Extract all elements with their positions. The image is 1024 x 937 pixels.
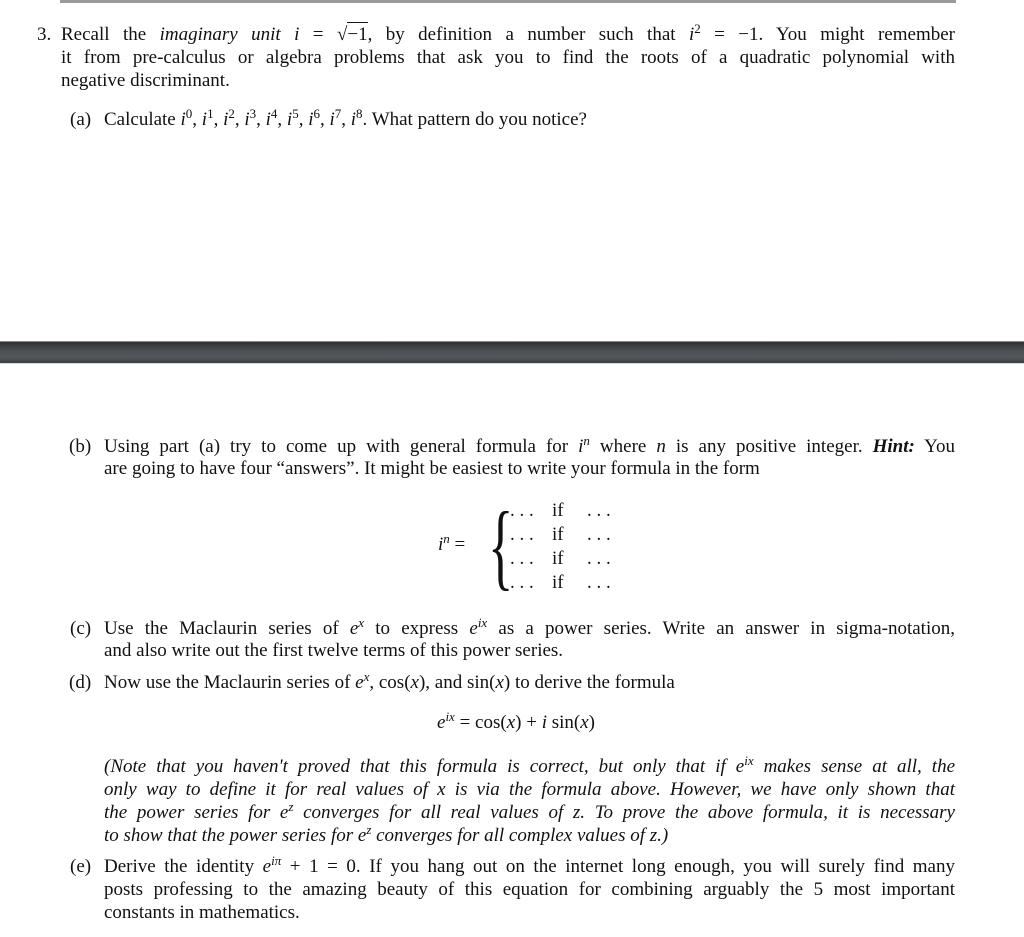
top-rule — [60, 0, 956, 3]
case-cond: . . . — [587, 548, 611, 569]
text-segment: , — [234, 109, 245, 130]
text-segment: = cos( — [454, 712, 507, 733]
text-segment: (Note that you haven't proved that this formula is correct, but only that if — [104, 756, 736, 777]
part-d-text — [104, 669, 955, 694]
text-segment: 7 — [334, 106, 342, 121]
part-d-label: (d) — [69, 672, 92, 693]
text-segment: x — [580, 712, 589, 733]
case-cond: . . . — [587, 524, 611, 545]
text-segment — [281, 24, 294, 45]
part-a-label: (a) — [70, 109, 92, 130]
text-segment: n — [656, 436, 666, 457]
text-segment: e — [262, 856, 272, 877]
text-segment: e — [279, 802, 289, 823]
part-e-text — [104, 879, 955, 901]
case-value: . . . — [510, 548, 534, 569]
case-value: . . . — [510, 524, 534, 545]
case-if: if — [552, 524, 564, 545]
text-segment: Using part (a) try to come up with general formula for — [104, 436, 579, 457]
text-segment: and also write out the first twelve terms of this power series. — [104, 640, 564, 661]
case-cond: . . . — [587, 500, 611, 521]
text-segment: i — [180, 109, 186, 130]
text-segment: Hint: — [872, 436, 915, 457]
part-b-label: (b) — [69, 436, 92, 457]
text-segment: ix — [477, 615, 488, 630]
lhs-exp: n — [443, 531, 450, 546]
text-segment: , — [319, 109, 330, 130]
text-segment: . What pattern do you notice? — [362, 109, 587, 130]
case-if: if — [552, 500, 564, 521]
text-segment: 8 — [356, 106, 363, 121]
case-row — [510, 548, 620, 570]
case-cond: . . . — [587, 572, 611, 593]
part-b-text — [104, 433, 955, 458]
text-segment: converges for all real values of z. To prove the above formula, it is necessary — [293, 802, 955, 823]
text-segment: 5 — [292, 106, 299, 121]
text-segment: = −1. You might remember — [700, 24, 955, 45]
text-segment: 6 — [313, 106, 320, 121]
text-segment: , — [277, 109, 287, 130]
text-segment: sin( — [546, 712, 581, 733]
text-segment: = √ — [299, 24, 348, 45]
note-line — [104, 822, 955, 847]
case-row — [510, 500, 620, 522]
text-segment: constants in mathematics. — [104, 902, 300, 923]
text-segment: the power series for — [104, 802, 280, 823]
text-segment: + 1 = 0. If you hang out on the internet long enough, you will surely find many — [281, 856, 955, 877]
note-line — [104, 753, 955, 778]
lhs-eq: = — [449, 534, 466, 555]
text-segment: where — [589, 436, 657, 457]
text-segment: i — [223, 109, 229, 130]
text-segment: as a power series. Write an answer in sigma-notation, — [487, 618, 955, 639]
text-segment: z — [288, 799, 294, 814]
left-brace: { — [488, 492, 514, 599]
text-segment: x — [363, 669, 370, 684]
text-segment: e — [357, 825, 367, 846]
text-segment: n — [583, 433, 590, 448]
text-segment: , — [213, 109, 224, 130]
text-segment: i — [329, 109, 335, 130]
text-segment: i — [286, 109, 293, 130]
text-segment: to express — [364, 618, 470, 639]
part-e-text — [104, 902, 955, 924]
text-segment: ) — [588, 712, 595, 733]
text-segment: e — [469, 618, 478, 639]
text-segment: i — [201, 109, 208, 130]
text-segment: ix — [445, 709, 455, 724]
text-segment: 2 — [694, 21, 701, 36]
text-segment: i — [294, 24, 300, 45]
text-segment: i — [265, 109, 271, 130]
text-segment: z — [366, 822, 372, 837]
text-segment: 3 — [249, 106, 257, 121]
text-segment: converges for all complex values of z.) — [371, 825, 669, 846]
text-segment: , — [341, 109, 351, 130]
text-segment: 2 — [228, 106, 235, 121]
text-segment: , — [192, 109, 202, 130]
case-if: if — [552, 548, 564, 569]
text-segment: e — [349, 618, 359, 639]
text-segment: i — [541, 712, 547, 733]
note-line — [104, 779, 955, 801]
text-segment: are going to have four “answers”. It might be easiest to write your formula in the form — [104, 458, 760, 479]
text-segment: i — [308, 109, 314, 130]
text-segment: i — [350, 109, 357, 130]
text-segment: i — [244, 109, 250, 130]
text-segment: You — [914, 436, 955, 457]
text-segment: it from pre-calculus or algebra problems that ask you to find the roots of a quadratic polynomial with — [61, 47, 955, 68]
intro-line — [61, 47, 955, 69]
text-segment: negative discriminant. — [61, 70, 230, 91]
text-segment: e — [437, 712, 446, 733]
text-segment: Recall the — [61, 24, 160, 45]
text-segment: x — [358, 615, 365, 630]
text-segment: 1 — [207, 106, 214, 121]
text-segment: −1 — [347, 24, 368, 45]
text-segment: Calculate — [104, 109, 181, 130]
text-segment: only way to define it for real values of x is via the formula above. However, we have only shown that — [104, 779, 955, 800]
text-segment: makes sense at all, the — [753, 756, 955, 777]
case-row — [510, 572, 620, 594]
text-segment: Now use the Maclaurin series of — [104, 672, 356, 693]
text-segment: 4 — [270, 106, 278, 121]
text-segment: e — [735, 756, 745, 777]
page-separator-bar — [0, 341, 1024, 364]
text-segment: 0 — [185, 106, 193, 121]
text-segment: , — [256, 109, 266, 130]
text-segment: posts professing to the amazing beauty of this equation for combining arguably the 5 most important — [104, 879, 955, 900]
lhs-base: i — [438, 534, 444, 555]
text-segment: , cos( — [369, 672, 411, 693]
part-a-text — [104, 106, 955, 131]
euler-formula — [437, 709, 595, 734]
text-segment: ) + — [515, 712, 542, 733]
text-segment: i — [578, 436, 584, 457]
text-segment: iπ — [271, 853, 282, 868]
part-c-text — [104, 615, 955, 640]
case-if: if — [552, 572, 564, 593]
part-e-label: (e) — [70, 856, 92, 877]
intro-line — [61, 70, 955, 92]
text-segment: ), and sin( — [418, 672, 496, 693]
text-segment: , — [298, 109, 309, 130]
case-row — [510, 524, 620, 546]
text-segment: to show that the power series for — [104, 825, 358, 846]
case-value: . . . — [510, 572, 534, 593]
part-e-text — [104, 853, 955, 878]
text-segment: e — [355, 672, 364, 693]
case-value: . . . — [510, 500, 534, 521]
text-segment: is any positive integer. — [665, 436, 873, 457]
text-segment: Derive the identity — [104, 856, 263, 877]
part-b-text — [104, 458, 955, 480]
text-segment: ix — [744, 753, 754, 768]
problem-number: 3. — [37, 24, 52, 45]
note-line — [104, 799, 955, 824]
intro-line — [61, 21, 955, 46]
text-segment: ) to derive the formula — [503, 672, 675, 693]
text-segment: , by definition a number such that — [367, 24, 689, 45]
cases-formula — [438, 492, 616, 599]
text-segment: x — [506, 712, 516, 733]
text-segment: i — [688, 24, 695, 45]
text-segment: x — [410, 672, 419, 693]
text-segment: x — [495, 672, 504, 693]
cases-lhs — [438, 531, 466, 556]
part-c-label: (c) — [70, 618, 92, 639]
part-c-text — [104, 640, 955, 662]
text-segment: imaginary unit — [159, 24, 281, 45]
text-segment: Use the Maclaurin series of — [104, 618, 350, 639]
